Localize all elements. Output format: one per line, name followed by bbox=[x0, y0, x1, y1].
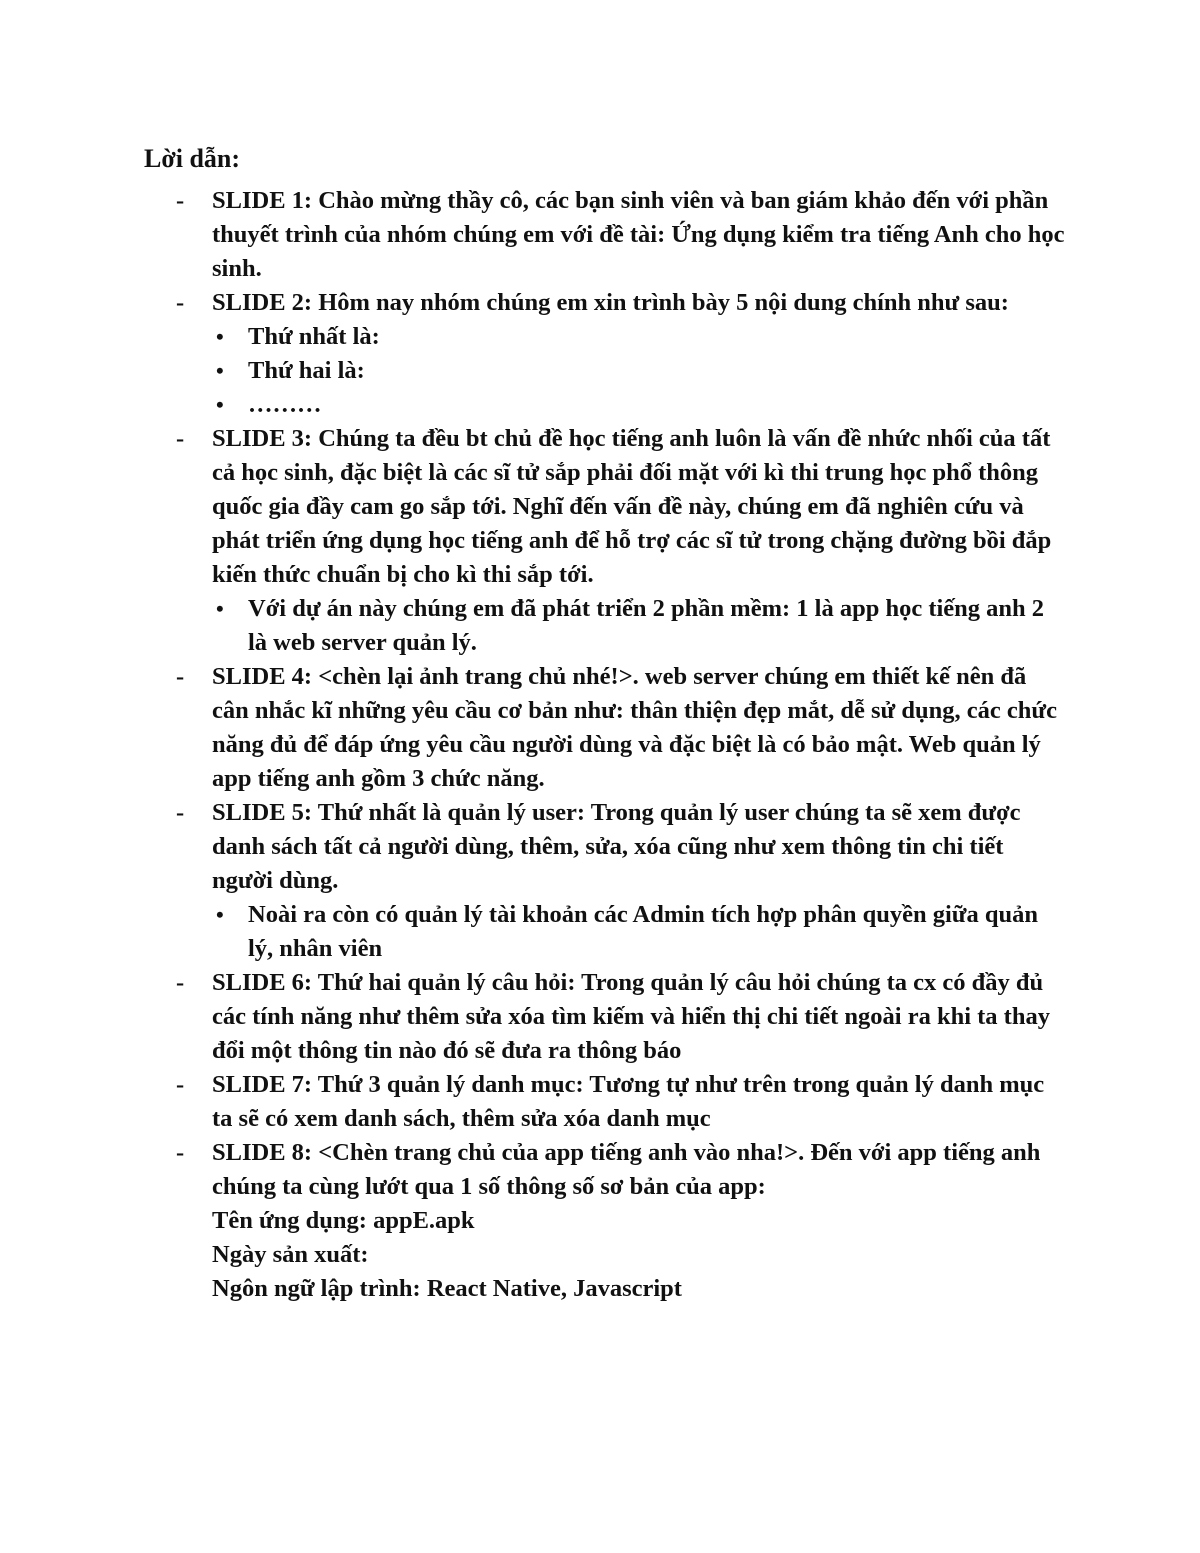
document-heading: Lời dẫn: bbox=[144, 144, 241, 173]
bullet-icon: • bbox=[216, 324, 224, 349]
bullet-icon: • bbox=[216, 392, 224, 417]
bullet-item bbox=[212, 354, 1068, 388]
slide-extra-line: Ngôn ngữ lập trình: React Native, Javascript bbox=[212, 1275, 682, 1302]
dash-marker: - bbox=[176, 799, 185, 826]
slide-extra-line: Tên ứng dụng: appE.apk bbox=[212, 1207, 475, 1234]
bullet-text: Noài ra còn có quản lý tài khoản các Admin tích hợp phân quyền giữa quản lý, nhân viên bbox=[248, 901, 1039, 962]
bullet-text: Thứ hai là: bbox=[248, 357, 365, 384]
bullet-item bbox=[212, 320, 1068, 354]
slide-item bbox=[140, 184, 1068, 286]
bullet-icon: • bbox=[216, 596, 224, 621]
dash-marker: - bbox=[176, 663, 185, 690]
slide-item bbox=[140, 1136, 1068, 1306]
slide-text: SLIDE 7: Thứ 3 quản lý danh mục: Tương tự như trên trong quản lý danh mục ta sẽ có xem danh sách, thêm sửa xóa danh mục bbox=[212, 1071, 1045, 1132]
dash-marker: - bbox=[176, 1139, 185, 1166]
slide-text: SLIDE 6: Thứ hai quản lý câu hỏi: Trong quản lý câu hỏi chúng ta cx có đầy đủ các tính năng như thêm sửa xóa tìm kiếm và hiển thị chi tiết ngoài ra khi ta thay đổi một thông tin nào đó sẽ đưa ra thông báo bbox=[212, 969, 1050, 1064]
dash-marker: - bbox=[176, 289, 185, 316]
slide-item bbox=[140, 660, 1068, 796]
bullet-icon: • bbox=[216, 358, 224, 383]
bullet-list bbox=[212, 898, 1068, 966]
slide-text: SLIDE 1: Chào mừng thầy cô, các bạn sinh viên và ban giám khảo đến với phần thuyết trình của nhóm chúng em với đề tài: Ứng dụng kiểm tra tiếng Anh cho học sinh. bbox=[212, 187, 1065, 282]
bullet-item bbox=[212, 388, 1068, 422]
slide-text: SLIDE 3: Chúng ta đều bt chủ đề học tiếng anh luôn là vấn đề nhức nhối của tất cả học sinh, đặc biệt là các sĩ tử sắp phải đối mặt với kì thi trung học phổ thông quốc gia đầy cam go sắp tới. Nghĩ đến vấn đề này, chúng em đã nghiên cứu và phát triển ứng dụng học tiếng anh để hỗ trợ các sĩ tử trong chặng đường bồi đắp kiến thức chuẩn bị cho kì thi sắp tới. bbox=[212, 425, 1052, 588]
bullet-text: ……… bbox=[248, 391, 322, 418]
slide-item bbox=[140, 422, 1068, 660]
slide-list bbox=[140, 184, 1065, 1306]
dash-marker: - bbox=[176, 187, 185, 214]
bullet-text: Thứ nhất là: bbox=[248, 323, 380, 350]
dash-marker: - bbox=[176, 969, 185, 996]
slide-text: SLIDE 8: <Chèn trang chủ của app tiếng anh vào nha!>. Đến với app tiếng anh chúng ta cùng lướt qua 1 số thông số sơ bản của app: bbox=[212, 1139, 1041, 1200]
bullet-list bbox=[212, 592, 1068, 660]
slide-item bbox=[140, 1068, 1068, 1136]
dash-marker: - bbox=[176, 1071, 185, 1098]
slide-item bbox=[140, 796, 1068, 966]
slide-item bbox=[140, 286, 1068, 422]
bullet-item bbox=[212, 898, 1068, 966]
bullet-icon: • bbox=[216, 902, 224, 927]
slide-text: SLIDE 2: Hôm nay nhóm chúng em xin trình bày 5 nội dung chính như sau: bbox=[212, 289, 1009, 316]
dash-marker: - bbox=[176, 425, 185, 452]
bullet-list bbox=[212, 320, 1068, 422]
slide-extra-line: Ngày sản xuất: bbox=[212, 1241, 369, 1268]
slide-text: SLIDE 5: Thứ nhất là quản lý user: Trong quản lý user chúng ta sẽ xem được danh sách tất cả người dùng, thêm, sửa, xóa cũng như xem thông tin chi tiết người dùng. bbox=[212, 799, 1021, 894]
bullet-item bbox=[212, 592, 1068, 660]
bullet-text: Với dự án này chúng em đã phát triển 2 phần mềm: 1 là app học tiếng anh 2 là web server quản lý. bbox=[248, 595, 1045, 656]
slide-item bbox=[140, 966, 1068, 1068]
slide-text: SLIDE 4: <chèn lại ảnh trang chủ nhé!>. web server chúng em thiết kế nên đã cân nhắc kĩ những yêu cầu cơ bản như: thân thiện đẹp mắt, dễ sử dụng, các chức năng đủ để đáp ứng yêu cầu người dùng và đặc biệt là có bảo mật. Web quản lý app tiếng anh gồm 3 chức năng. bbox=[212, 663, 1057, 792]
